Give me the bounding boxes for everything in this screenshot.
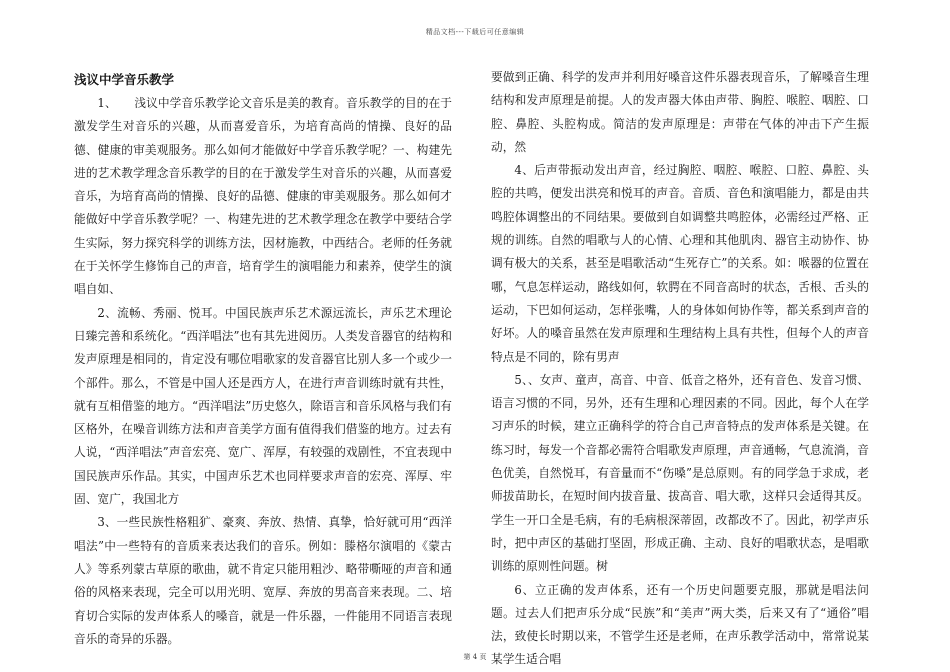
- paragraph-5: 5、、女声、童声，高音、中音、低音之格外，还有音色、发音习惯、语言习惯的不同，另外，还有生理和心理因素的不同。因此，每个人在学习声乐的时候，建立正确科学的符合自己声音特点的发声体系是关键。在练习时，每发一个音都必需符合唱歌发声原理，声音通畅，气息流淌，音色优美，自然悦耳，有音量而不“伤嗓”是总原则。有的同学急于求成，老师拔苗助长，在短时间内拔音量、拔高音、唱大歌，这样只会适得其反。学生一开口全是毛病，有的毛病根深蒂固，改都改不了。因此，初学声乐时，把中声区的基础打坚固，形成正确、主动、良好的唱歌状态，是唱歌训练的原则性问题。树: [491, 372, 869, 574]
- right-column: [491, 66, 869, 672]
- paragraph-4: 4、后声带振动发出声音，经过胸腔、咽腔、喉腔、口腔、鼻腔、头腔的共鸣，便发出洪亮和悦耳的声音。音质、音色和演唱能力，都是由共鸣腔体调整出的不同结果。要做到自如调整共鸣腔体，必需经过严格、正规的训练。自然的唱歌与人的心情、心理和其他肌肉、器官主动协作、协调有极大的关系，甚至是唱歌活动“生死存亡”的关系。如：喉器的位置在哪，气息怎样运动，路线如何，软腭在不同音高时的状态，舌根、舌头的运动，下巴如何运动，怎样张嘴，人的身体如何协作等，都关系到声音的好坏。人的嗓音虽然在发声原理和生理结构上具有共性，但每个人的声音特点是不同的，除有男声: [491, 163, 869, 364]
- page-number: 第 4 页: [463, 653, 487, 661]
- page-header-note: 精品文档---下载后可任意编辑: [425, 28, 525, 36]
- document-title: 浅议中学音乐教学: [74, 72, 175, 87]
- paragraph-3-continued: 要做到正确、科学的发声并利用好嗓音这件乐器表现音乐，了解嗓音生理结构和发声原理是前提。人的发声器大体由声带、胸腔、喉腔、咽腔、口腔、鼻腔、头腔构成。简洁的发声原理是：声带在气体的冲击下产生振动，然: [491, 70, 869, 154]
- paragraph-2: 2、流畅、秀丽、悦耳。中国民族声乐艺术源远流长，声乐艺术理论日臻完善和系统化。“西洋唱法”也有其先进阅历。人类发音器官的结构和发声原理是相同的，肯定没有哪位唱歌家的发音器官比别人多一个或少一个部件。那么，不管是中国人还是西方人，在进行声音训练时就有共性，就有互相借鉴的地方。“西洋唱法”历史悠久，除语言和音乐风格与我们有区格外，在噪音训练方法和声音美学方面有值得我们借鉴的地方。过去有人说，“西洋唱法”声音宏亮、宽广、浑厚，有较强的戏剧性，不宜表现中国民族声乐作品。其实，中国声乐艺术也同样要求声音的宏亮、浑厚、牢固、宽广，我国北方: [74, 305, 452, 507]
- paragraph-3: 3、一些民族性格粗犷、豪爽、奔放、热情、真挚，恰好就可用“西洋唱法”中一些特有的音质来表达我们的音乐。例如：滕格尔演唱的《蒙古人》等系列蒙古草原的歌曲，就不肯定只能用粗沙、略带嘶哑的声音和通俗的风格来表现，完全可以用光明、宽厚、奔放的男高音来表现。二、培育切合实际的发声体系人的嗓音，就是一件乐器，一件能用不同语言表现音乐的奇异的乐器。: [74, 515, 452, 646]
- left-column: [74, 68, 452, 651]
- paragraph-1: 1、 浅议中学音乐教学论文音乐是美的教育。音乐教学的目的在于激发学生对音乐的兴趣，从而喜爱音乐，为培育高尚的情操、良好的品德、健康的审美观服务。那么如何才能做好中学音乐教学呢？一、构建先进的艺术教学理念音乐教学的目的在于激发学生对音乐的兴趣，从而喜爱音乐，为培育高尚的情操、良好的品德、健康的审美观服务。那么如何才能做好中学音乐教学呢？一、构建先进的艺术教学理念在教学中要结合学生实际，努力探究科学的训练方法，因材施教，中西结合。老师的任务就在于关怀学生修饰自己的声音，培育学生的演唱能力和素养，使学生的演唱自如、: [74, 96, 452, 297]
- paragraph-6: 6、立正确的发声体系，还有一个历史问题要克服，那就是唱法问题。过去人们把声乐分成“民族”和“美声”两大类，后来又有了“通俗”唱法，致使长时期以来，不管学生还是老师，在声乐教学活动中，常常说某某学生适合唱: [491, 582, 869, 667]
